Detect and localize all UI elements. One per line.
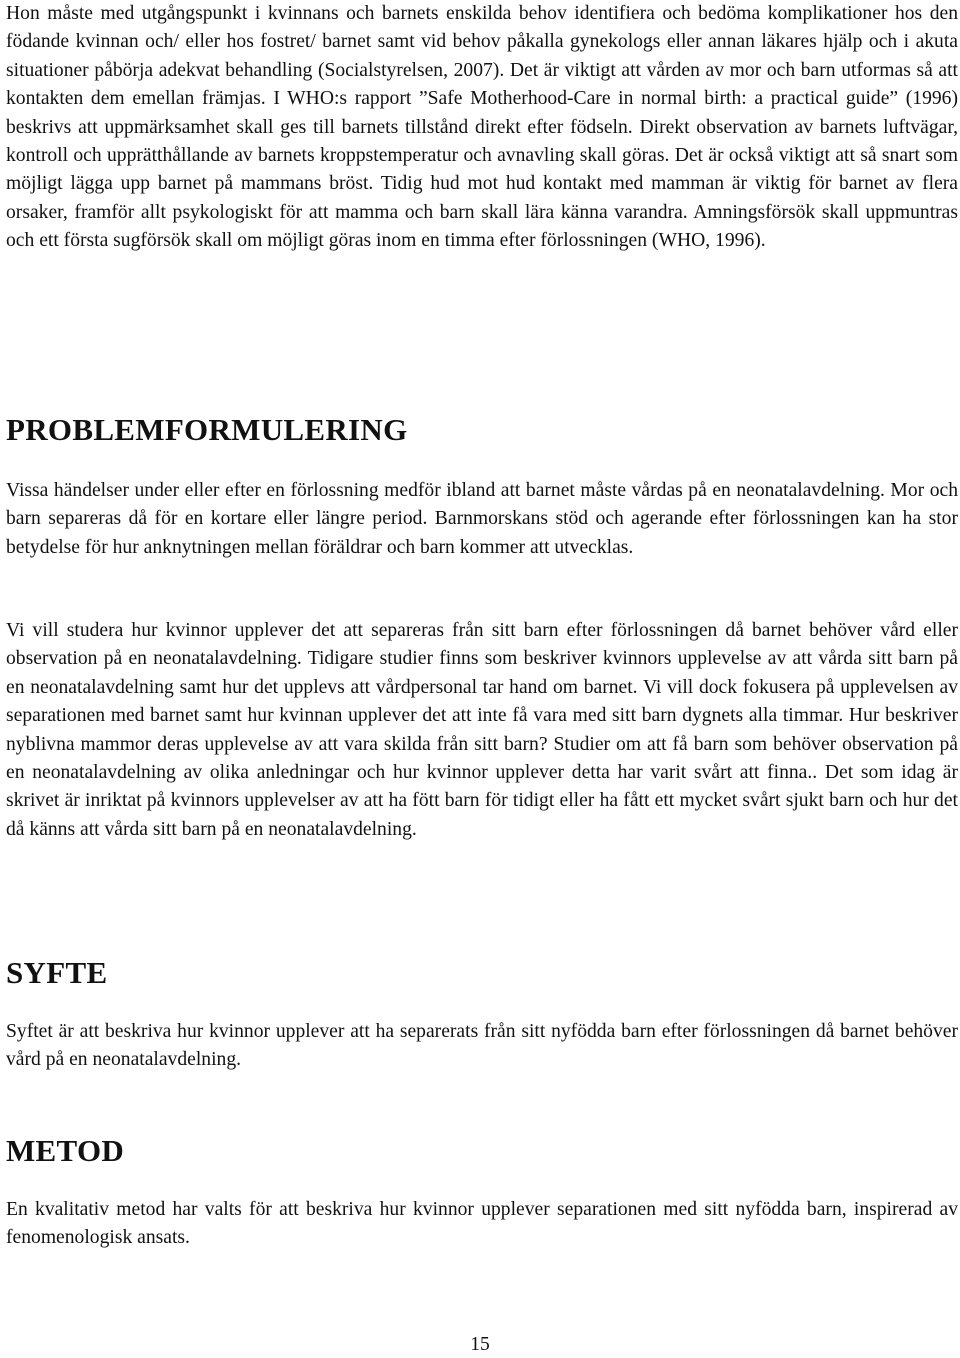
page-number: 15 [470, 1334, 490, 1355]
problemformulering-paragraph-2: Vi vill studera hur kvinnor upplever det att separeras från sitt barn efter förlossningen då barnet behöver vård eller observation på en neonatalavdelning. Tidigare studier finns som beskriver kvinnors upplevelse av att vårda sitt barn på en neonatalavdelning samt hur det upplevs att vårdpersonal tar hand om barnet. Vi vill dock fokusera på upplevelsen av separationen med barnet samt hur kvinnan upplever det att inte få vara med sitt barn dygnets alla timmar. Hur beskriver nyblivna mammor deras upplevelse av att vara skilda från sitt barn? Studier om att få barn som behöver observation på en neonatalavdelning av olika anledningar och hur kvinnor upplever detta har varit svårt att finna.. Det som idag är skrivet är inriktat på kvinnors upplevelser av att ha fött barn för tidigt eller ha fått ett mycket svårt sjukt barn och hur det då känns att vårda sitt barn på en neonatalavdelning. [6, 620, 958, 840]
syfte-paragraph: Syftet är att beskriva hur kvinnor upplever att ha separerats från sitt nyfödda barn efter förlossningen då barnet behöver vård på en neonatalavdelning. [6, 1021, 958, 1071]
metod-paragraph: En kvalitativ metod har valts för att beskriva hur kvinnor upplever separationen med sitt nyfödda barn, inspirerad av fenomenologisk ansats. [6, 1199, 958, 1249]
intro-paragraph: Hon måste med utgångspunkt i kvinnans och barnets enskilda behov identifiera och bedöma komplikationer hos den födande kvinnan och/ eller hos fostret/ barnet samt vid behov påkalla gynekologs eller annan läkares hjälp och i akuta situationer påbörja adekvat behandling (Socialstyrelsen, 2007). Det är viktigt att vården av mor och barn utformas så att kontakten dem emellan främjas. I WHO:s rapport ”Safe Motherhood-Care in normal birth: a practical guide” (1996) beskrivs att uppmärksamhet skall ges till barnets tillstånd direkt efter födseln. Direkt observation av barnets luftvägar, kontroll och upprätthållande av barnets kroppstemperatur och avnavling skall göras. Det är också viktigt att så snart som möjligt lägga upp barnet på mammans bröst. Tidig hud mot hud kontakt med mamman är viktig för barnet av flera orsaker, framför allt psykologiskt för att mamma och barn skall lära känna varandra. Amningsförsök skall uppmuntras och ett första sugförsök skall om möjligt göras inom en timma efter förlossningen (WHO, 1996). [6, 3, 958, 252]
section-heading-syfte: SYFTE [6, 955, 108, 990]
section-heading-metod: METOD [6, 1133, 125, 1168]
section-heading-problemformulering: PROBLEMFORMULERING [6, 412, 408, 447]
problemformulering-paragraph-1: Vissa händelser under eller efter en förlossning medför ibland att barnet måste vårdas på en neonatalavdelning. Mor och barn separeras då för en kortare eller längre period. Barnmorskans stöd och agerande efter förlossningen kan ha stor betydelse för hur anknytningen mellan föräldrar och barn kommer att utvecklas. [6, 480, 958, 558]
